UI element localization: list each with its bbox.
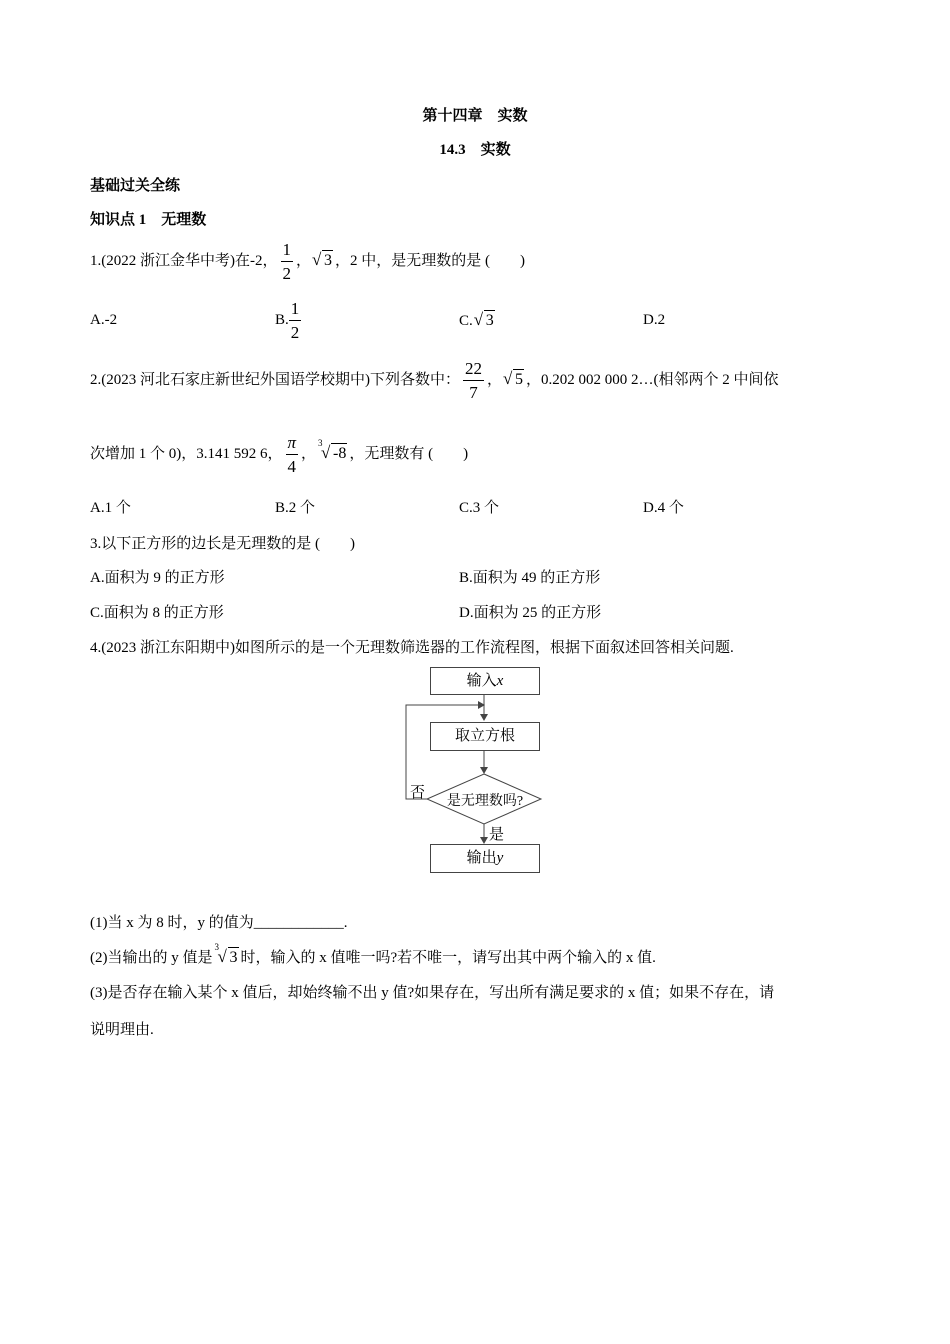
fraction-one-half: $\frac{1}{2}$ (282, 240, 291, 283)
sqrt-5: √ 5 (503, 368, 524, 388)
part-heading: 基础过关全练 (90, 178, 181, 194)
flow-yes-label: 是 (489, 827, 505, 843)
fraction-pi-4: $\frac{\pi}{4}$ (287, 433, 297, 476)
sqrt-3: √ 3 (312, 249, 333, 269)
q4-part-3-line2: 说明理由. (90, 1022, 154, 1038)
flow-output-box: 输出y (430, 844, 540, 873)
q3-option-d: D.面积为 25 的正方形 (459, 605, 602, 621)
q2-option-c: C.3 个 (459, 500, 500, 516)
q1-option-b: B. $\frac{1}{2}$ (275, 299, 300, 342)
q1-option-d: D.2 (643, 312, 666, 328)
q4-part-3-line1: (3)是否存在输入某个 x 值后，却始终输不出 y 值?如果存在，写出所有满足要求的 x 值；如果不存在，请 (90, 985, 775, 1001)
question-1-stem: 1.(2022 浙江金华中考)在-2， $\frac{1}{2}$ ， √ 3 ，2 中，是无理数的是 ( ) (90, 240, 526, 283)
q2-option-d: D.4 个 (643, 500, 684, 516)
flow-input-box: 输入x (430, 667, 540, 695)
section-title: 14.3 实数 (439, 142, 511, 158)
q4-part-1: (1)当 x 为 8 时，y 的值为____________. (90, 915, 348, 931)
fraction-22-7: $\frac{22}{7}$ (465, 359, 482, 402)
q3-option-b: B.面积为 49 的正方形 (459, 570, 601, 586)
question-3-stem: 3.以下正方形的边长是无理数的是 ( ) (90, 536, 355, 552)
question-2-stem-line2: 次增加 1 个 0)，3.141 592 6， $\frac{\pi}{4}$ ， 3 √ -8 ，无理数有 ( ) (90, 433, 469, 476)
knowledge-point-heading: 知识点 1 无理数 (90, 212, 207, 228)
q2-option-a: A.1 个 (90, 500, 131, 516)
question-4-stem: 4.(2023 浙江东阳期中)如图所示的是一个无理数筛选器的工作流程图，根据下面叙述回答相关问题. (90, 640, 734, 656)
q3-option-a: A.面积为 9 的正方形 (90, 570, 225, 586)
q1-option-c: C. √ 3 (459, 310, 494, 329)
chapter-title: 第十四章 实数 (422, 108, 528, 124)
cube-root-3: 3 √ 3 (214, 942, 238, 966)
flow-no-label: 否 (410, 785, 426, 801)
question-2-stem-line1: 2.(2023 河北石家庄新世纪外国语学校期中)下列各数中： $\frac{22}{7}$ ， √ 5 ，0.202 002 000 2…(相邻两个 2 中间依 (90, 359, 779, 402)
flow-decision-label: 是无理数吗? (446, 794, 524, 809)
q1-option-a: A.-2 (90, 312, 118, 328)
q4-part-2: (2)当输出的 y 值是 3 √ 3 时，输入的 x 值唯一吗?若不唯一，请写出其中两个输入的 x 值. (90, 942, 656, 966)
q2-option-b: B.2 个 (275, 500, 316, 516)
cube-root-neg-8: 3 √ -8 (318, 437, 347, 462)
q3-option-c: C.面积为 8 的正方形 (90, 605, 224, 621)
flow-cuberoot-box: 取立方根 (430, 722, 540, 751)
